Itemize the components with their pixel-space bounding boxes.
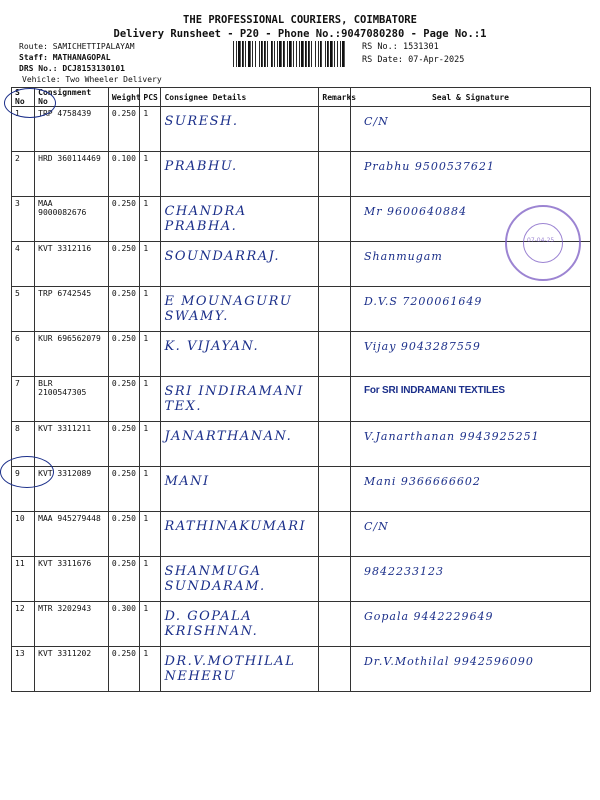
header-consignment: Consignment No xyxy=(35,88,109,107)
barcode-bar xyxy=(255,41,256,67)
table-row xyxy=(12,332,591,377)
cell-weight-text: 0.250 xyxy=(111,334,136,343)
cell-weight-text: 0.250 xyxy=(111,199,136,208)
barcode-bar xyxy=(337,41,338,67)
barcode-bar xyxy=(330,41,333,67)
barcode-bar xyxy=(248,41,251,67)
cell-signature-text: 9842233123 xyxy=(363,565,444,578)
cell-pcs xyxy=(140,332,161,377)
cell-weight-text: 0.250 xyxy=(111,379,136,388)
cell-pcs-text: 1 xyxy=(143,559,149,568)
cell-weight-text: 0.250 xyxy=(111,559,136,568)
cell-consignee-text: K. VIJAYAN. xyxy=(164,339,260,354)
cell-pcs xyxy=(140,647,161,692)
cell-weight xyxy=(108,467,140,512)
cell-consignment xyxy=(35,512,109,557)
cell-consignee xyxy=(161,377,319,422)
cell-consignee-text: SHANMUGA SUNDARAM. xyxy=(164,564,266,594)
cell-consignment xyxy=(35,242,109,287)
cell-sno-text: 1 xyxy=(15,109,20,118)
cell-consignment-text: KVT 3312089 xyxy=(38,469,92,478)
cell-weight xyxy=(108,197,140,242)
cell-remarks xyxy=(319,422,351,467)
cell-consignee xyxy=(161,467,319,512)
cell-signature xyxy=(350,422,590,467)
cell-pcs-text: 1 xyxy=(143,379,149,388)
cell-consignment xyxy=(35,332,109,377)
cell-sno xyxy=(12,152,35,197)
table-row xyxy=(12,467,591,512)
cell-weight xyxy=(108,377,140,422)
table-row xyxy=(12,647,591,692)
cell-consignment-text: KVT 3311202 xyxy=(38,649,92,658)
drs-line: DRS No.: DCJ8153130101 xyxy=(19,64,125,73)
barcode-bar xyxy=(283,41,285,67)
cell-sno xyxy=(12,332,35,377)
table-row xyxy=(12,152,591,197)
cell-signature-text: For SRI INDRAMANI TEXTILES xyxy=(363,385,505,396)
cell-consignee-text: SOUNDARRAJ. xyxy=(164,249,280,264)
barcode-bar xyxy=(236,41,237,67)
cell-sno-text: 8 xyxy=(15,424,20,433)
cell-remarks xyxy=(319,377,351,422)
cell-sno xyxy=(12,287,35,332)
cell-signature xyxy=(350,467,590,512)
cell-weight xyxy=(108,107,140,152)
cell-consignment xyxy=(35,287,109,332)
cell-weight-text: 0.250 xyxy=(111,424,136,433)
rs-no-value: 1531301 xyxy=(402,42,439,52)
cell-signature-text: Dr.V.Mothilal 9942596090 xyxy=(363,655,534,668)
cell-consignment-text: TRP 6742545 xyxy=(38,289,92,298)
cell-pcs-text: 1 xyxy=(143,649,149,658)
staff-value: MATHANAGOPAL xyxy=(52,53,111,62)
cell-consignee xyxy=(161,242,319,287)
cell-weight xyxy=(108,152,140,197)
cell-signature xyxy=(350,557,590,602)
barcode-bar xyxy=(259,41,260,67)
cell-weight-text: 0.250 xyxy=(111,469,136,478)
cell-weight-text: 0.250 xyxy=(111,649,136,658)
cell-signature-text: Shanmugam xyxy=(363,250,443,263)
barcode-bar xyxy=(325,41,326,67)
cell-consignment xyxy=(35,557,109,602)
barcode-bar xyxy=(301,41,304,67)
cell-sno-text: 10 xyxy=(15,514,25,523)
cell-signature-text: D.V.S 7200061649 xyxy=(363,295,483,308)
table-row xyxy=(12,107,591,152)
cell-consignee-text: SRI INDIRAMANI TEX. xyxy=(164,384,304,414)
cell-consignee xyxy=(161,602,319,647)
cell-pcs xyxy=(140,602,161,647)
table-row xyxy=(12,242,591,287)
cell-weight-text: 0.250 xyxy=(111,244,136,253)
barcode-bar xyxy=(305,41,307,67)
cell-signature xyxy=(350,107,590,152)
barcode-bar xyxy=(279,41,282,67)
cell-remarks xyxy=(319,602,351,647)
cell-consignee-text: JANARTHANAN. xyxy=(164,429,293,444)
cell-signature-text: Prabhu 9500537621 xyxy=(363,160,495,173)
cell-sno xyxy=(12,512,35,557)
table-row xyxy=(12,512,591,557)
cell-weight-text: 0.300 xyxy=(111,604,136,613)
cell-consignee-text: CHANDRA PRABHA. xyxy=(164,204,247,234)
cell-signature xyxy=(350,512,590,557)
cell-weight xyxy=(108,602,140,647)
cell-consignment-text: HRD 360114469 xyxy=(38,154,101,163)
runsheet-table xyxy=(11,87,591,692)
cell-signature xyxy=(350,602,590,647)
barcode-bar xyxy=(320,41,322,67)
drs-value: DCJ8153130101 xyxy=(62,64,125,73)
cell-sno xyxy=(12,602,35,647)
header-signature: Seal & Signature xyxy=(350,88,590,107)
barcode-bar xyxy=(289,41,292,67)
cell-remarks xyxy=(319,512,351,557)
barcode-bar xyxy=(334,41,335,67)
cell-sno-text: 4 xyxy=(15,244,20,253)
barcode-bar xyxy=(261,41,263,67)
cell-consignment xyxy=(35,152,109,197)
cell-consignment xyxy=(35,647,109,692)
cell-consignee xyxy=(161,197,319,242)
cell-sno-text: 5 xyxy=(15,289,20,298)
runsheet-subtitle: Delivery Runsheet - P20 - Phone No.:9047080280 - Page No.:1 xyxy=(113,28,487,40)
stamp-date: 07-04-25 xyxy=(527,237,555,244)
header-sno: S No xyxy=(12,88,35,107)
cell-weight xyxy=(108,242,140,287)
cell-consignee-text: RATHINAKUMARI xyxy=(164,519,307,534)
cell-consignment-text: TRP 4758439 xyxy=(38,109,92,118)
cell-signature-text: Mr 9600640884 xyxy=(363,205,467,218)
pen-circle-mark xyxy=(0,456,54,488)
cell-pcs xyxy=(140,287,161,332)
vehicle-line: Vehicle: Two Wheeler Delivery xyxy=(22,75,162,84)
cell-remarks xyxy=(319,197,351,242)
barcode-bar xyxy=(242,41,244,67)
cell-pcs-text: 1 xyxy=(143,604,149,613)
cell-signature xyxy=(350,647,590,692)
meta-left xyxy=(19,41,162,85)
barcode-bar xyxy=(238,41,241,67)
route-value: SAMICHETTIPALAYAM xyxy=(52,42,135,51)
cell-sno xyxy=(12,197,35,242)
cell-sno-text: 13 xyxy=(15,649,25,658)
cell-sno-text: 11 xyxy=(15,559,25,568)
cell-consignment-text: BLR 2100547305 xyxy=(38,379,87,397)
barcode-bar xyxy=(277,41,278,67)
table-row xyxy=(12,287,591,332)
cell-consignee xyxy=(161,332,319,377)
route-line: Route: SAMICHETTIPALAYAM xyxy=(19,42,135,51)
cell-sno-text: 6 xyxy=(15,334,20,343)
cell-signature-text: V.Janarthanan 9943925251 xyxy=(363,430,540,443)
cell-signature-text: Vijay 9043287559 xyxy=(363,340,481,353)
cell-consignee xyxy=(161,287,319,332)
barcode-bar xyxy=(274,41,275,67)
cell-consignee xyxy=(161,152,319,197)
cell-sno-text: 12 xyxy=(15,604,25,613)
table-row xyxy=(12,197,591,242)
cell-sno xyxy=(12,377,35,422)
cell-weight xyxy=(108,287,140,332)
cell-pcs-text: 1 xyxy=(143,469,149,478)
cell-consignment xyxy=(35,602,109,647)
barcode-bar xyxy=(340,41,341,67)
barcode-bar xyxy=(293,41,294,67)
cell-consignee-text: D. GOPALA KRISHNAN. xyxy=(164,609,259,639)
cell-pcs-text: 1 xyxy=(143,514,149,523)
cell-pcs xyxy=(140,152,161,197)
cell-weight-text: 0.250 xyxy=(111,514,136,523)
cell-consignment-text: MTR 3202943 xyxy=(38,604,92,613)
cell-consignee-text: SURESH. xyxy=(164,114,239,129)
cell-pcs-text: 1 xyxy=(143,334,149,343)
cell-signature-text: Mani 9366666602 xyxy=(363,475,481,488)
cell-consignee xyxy=(161,512,319,557)
cell-consignment-text: KVT 3312116 xyxy=(38,244,92,253)
barcode-bar xyxy=(311,41,312,67)
cell-consignment-text: KVT 3311676 xyxy=(38,559,92,568)
cell-consignee-text: PRABHU. xyxy=(164,159,238,174)
cell-signature xyxy=(350,332,590,377)
cell-remarks xyxy=(319,287,351,332)
cell-remarks xyxy=(319,152,351,197)
cell-consignee-text: E MOUNAGURU SWAMY. xyxy=(164,294,293,324)
cell-pcs xyxy=(140,557,161,602)
cell-pcs xyxy=(140,467,161,512)
header-pcs: PCS xyxy=(140,88,161,107)
cell-consignee xyxy=(161,422,319,467)
table-row xyxy=(12,377,591,422)
cell-pcs-text: 1 xyxy=(143,289,149,298)
header-remarks: Remarks xyxy=(319,88,351,107)
cell-signature xyxy=(350,377,590,422)
cell-consignee-text: DR.V.MOTHILAL NEHERU xyxy=(164,654,296,684)
barcode-image xyxy=(232,41,348,67)
cell-consignee xyxy=(161,557,319,602)
cell-consignee xyxy=(161,647,319,692)
barcode-bar xyxy=(327,41,329,67)
cell-weight xyxy=(108,332,140,377)
cell-consignment xyxy=(35,197,109,242)
barcode-bar xyxy=(318,41,319,67)
barcode-bar xyxy=(342,41,345,67)
cell-weight xyxy=(108,512,140,557)
barcode-bar xyxy=(233,41,234,67)
cell-signature xyxy=(350,287,590,332)
cell-weight-text: 0.250 xyxy=(111,109,136,118)
barcode-bar xyxy=(287,41,288,67)
cell-consignee-text: MANI xyxy=(164,474,210,489)
runsheet-title: THE PROFESSIONAL COURIERS, COIMBATORE xyxy=(183,14,417,26)
barcode-bar xyxy=(271,41,273,67)
cell-sno-text: 7 xyxy=(15,379,20,388)
cell-pcs xyxy=(140,512,161,557)
cell-signature-text: C/N xyxy=(363,115,389,128)
cell-remarks xyxy=(319,557,351,602)
barcode-bar xyxy=(308,41,310,67)
cell-sno xyxy=(12,557,35,602)
cell-remarks xyxy=(319,647,351,692)
header-weight: Weight xyxy=(108,88,140,107)
cell-weight-text: 0.250 xyxy=(111,289,136,298)
barcode-bar xyxy=(245,41,246,67)
cell-pcs-text: 1 xyxy=(143,109,149,118)
cell-consignee xyxy=(161,107,319,152)
cell-weight xyxy=(108,557,140,602)
table-row xyxy=(12,602,591,647)
cell-signature-text: C/N xyxy=(363,520,389,533)
delivery-stamp xyxy=(505,205,581,281)
cell-weight-text: 0.100 xyxy=(111,154,136,163)
table-row xyxy=(12,422,591,467)
cell-remarks xyxy=(319,332,351,377)
barcode-bar xyxy=(267,41,268,67)
header-consignee: Consignee Details xyxy=(161,88,319,107)
cell-pcs xyxy=(140,197,161,242)
table-header-row xyxy=(12,88,591,107)
cell-sno-text: 2 xyxy=(15,154,20,163)
cell-consignment-text: MAA 945279448 xyxy=(38,514,101,523)
cell-sno-text: 3 xyxy=(15,199,20,208)
vehicle-value: Two Wheeler Delivery xyxy=(65,75,162,84)
cell-pcs-text: 1 xyxy=(143,199,149,208)
table-row xyxy=(12,557,591,602)
cell-pcs xyxy=(140,377,161,422)
cell-consignment-text: KUR 696562079 xyxy=(38,334,101,343)
barcode-bar xyxy=(296,41,297,67)
cell-remarks xyxy=(319,107,351,152)
staff-line: Staff: MATHANAGOPAL xyxy=(19,53,111,62)
cell-weight xyxy=(108,647,140,692)
rs-info: RS No.: 1531301 RS Date: 07-Apr-2025 xyxy=(362,42,465,65)
barcode-bar xyxy=(299,41,300,67)
cell-consignment-text: KVT 3311211 xyxy=(38,424,92,433)
cell-signature xyxy=(350,152,590,197)
cell-pcs xyxy=(140,242,161,287)
cell-signature-text: Gopala 9442229649 xyxy=(363,610,494,623)
barcode-bar xyxy=(264,41,266,67)
cell-consignment-text: MAA 9000082676 xyxy=(38,199,87,217)
cell-sno xyxy=(12,242,35,287)
cell-consignment xyxy=(35,377,109,422)
cell-pcs xyxy=(140,107,161,152)
cell-pcs xyxy=(140,422,161,467)
cell-weight xyxy=(108,422,140,467)
pen-circle-mark xyxy=(4,88,56,118)
cell-pcs-text: 1 xyxy=(143,424,149,433)
cell-sno-text: 9 xyxy=(15,469,20,478)
cell-pcs-text: 1 xyxy=(143,244,149,253)
cell-remarks xyxy=(319,467,351,512)
barcode-bar xyxy=(252,41,253,67)
rs-date-value: 07-Apr-2025 xyxy=(408,54,465,65)
cell-remarks xyxy=(319,242,351,287)
barcode-bar xyxy=(315,41,316,67)
cell-pcs-text: 1 xyxy=(143,154,149,163)
cell-sno xyxy=(12,647,35,692)
